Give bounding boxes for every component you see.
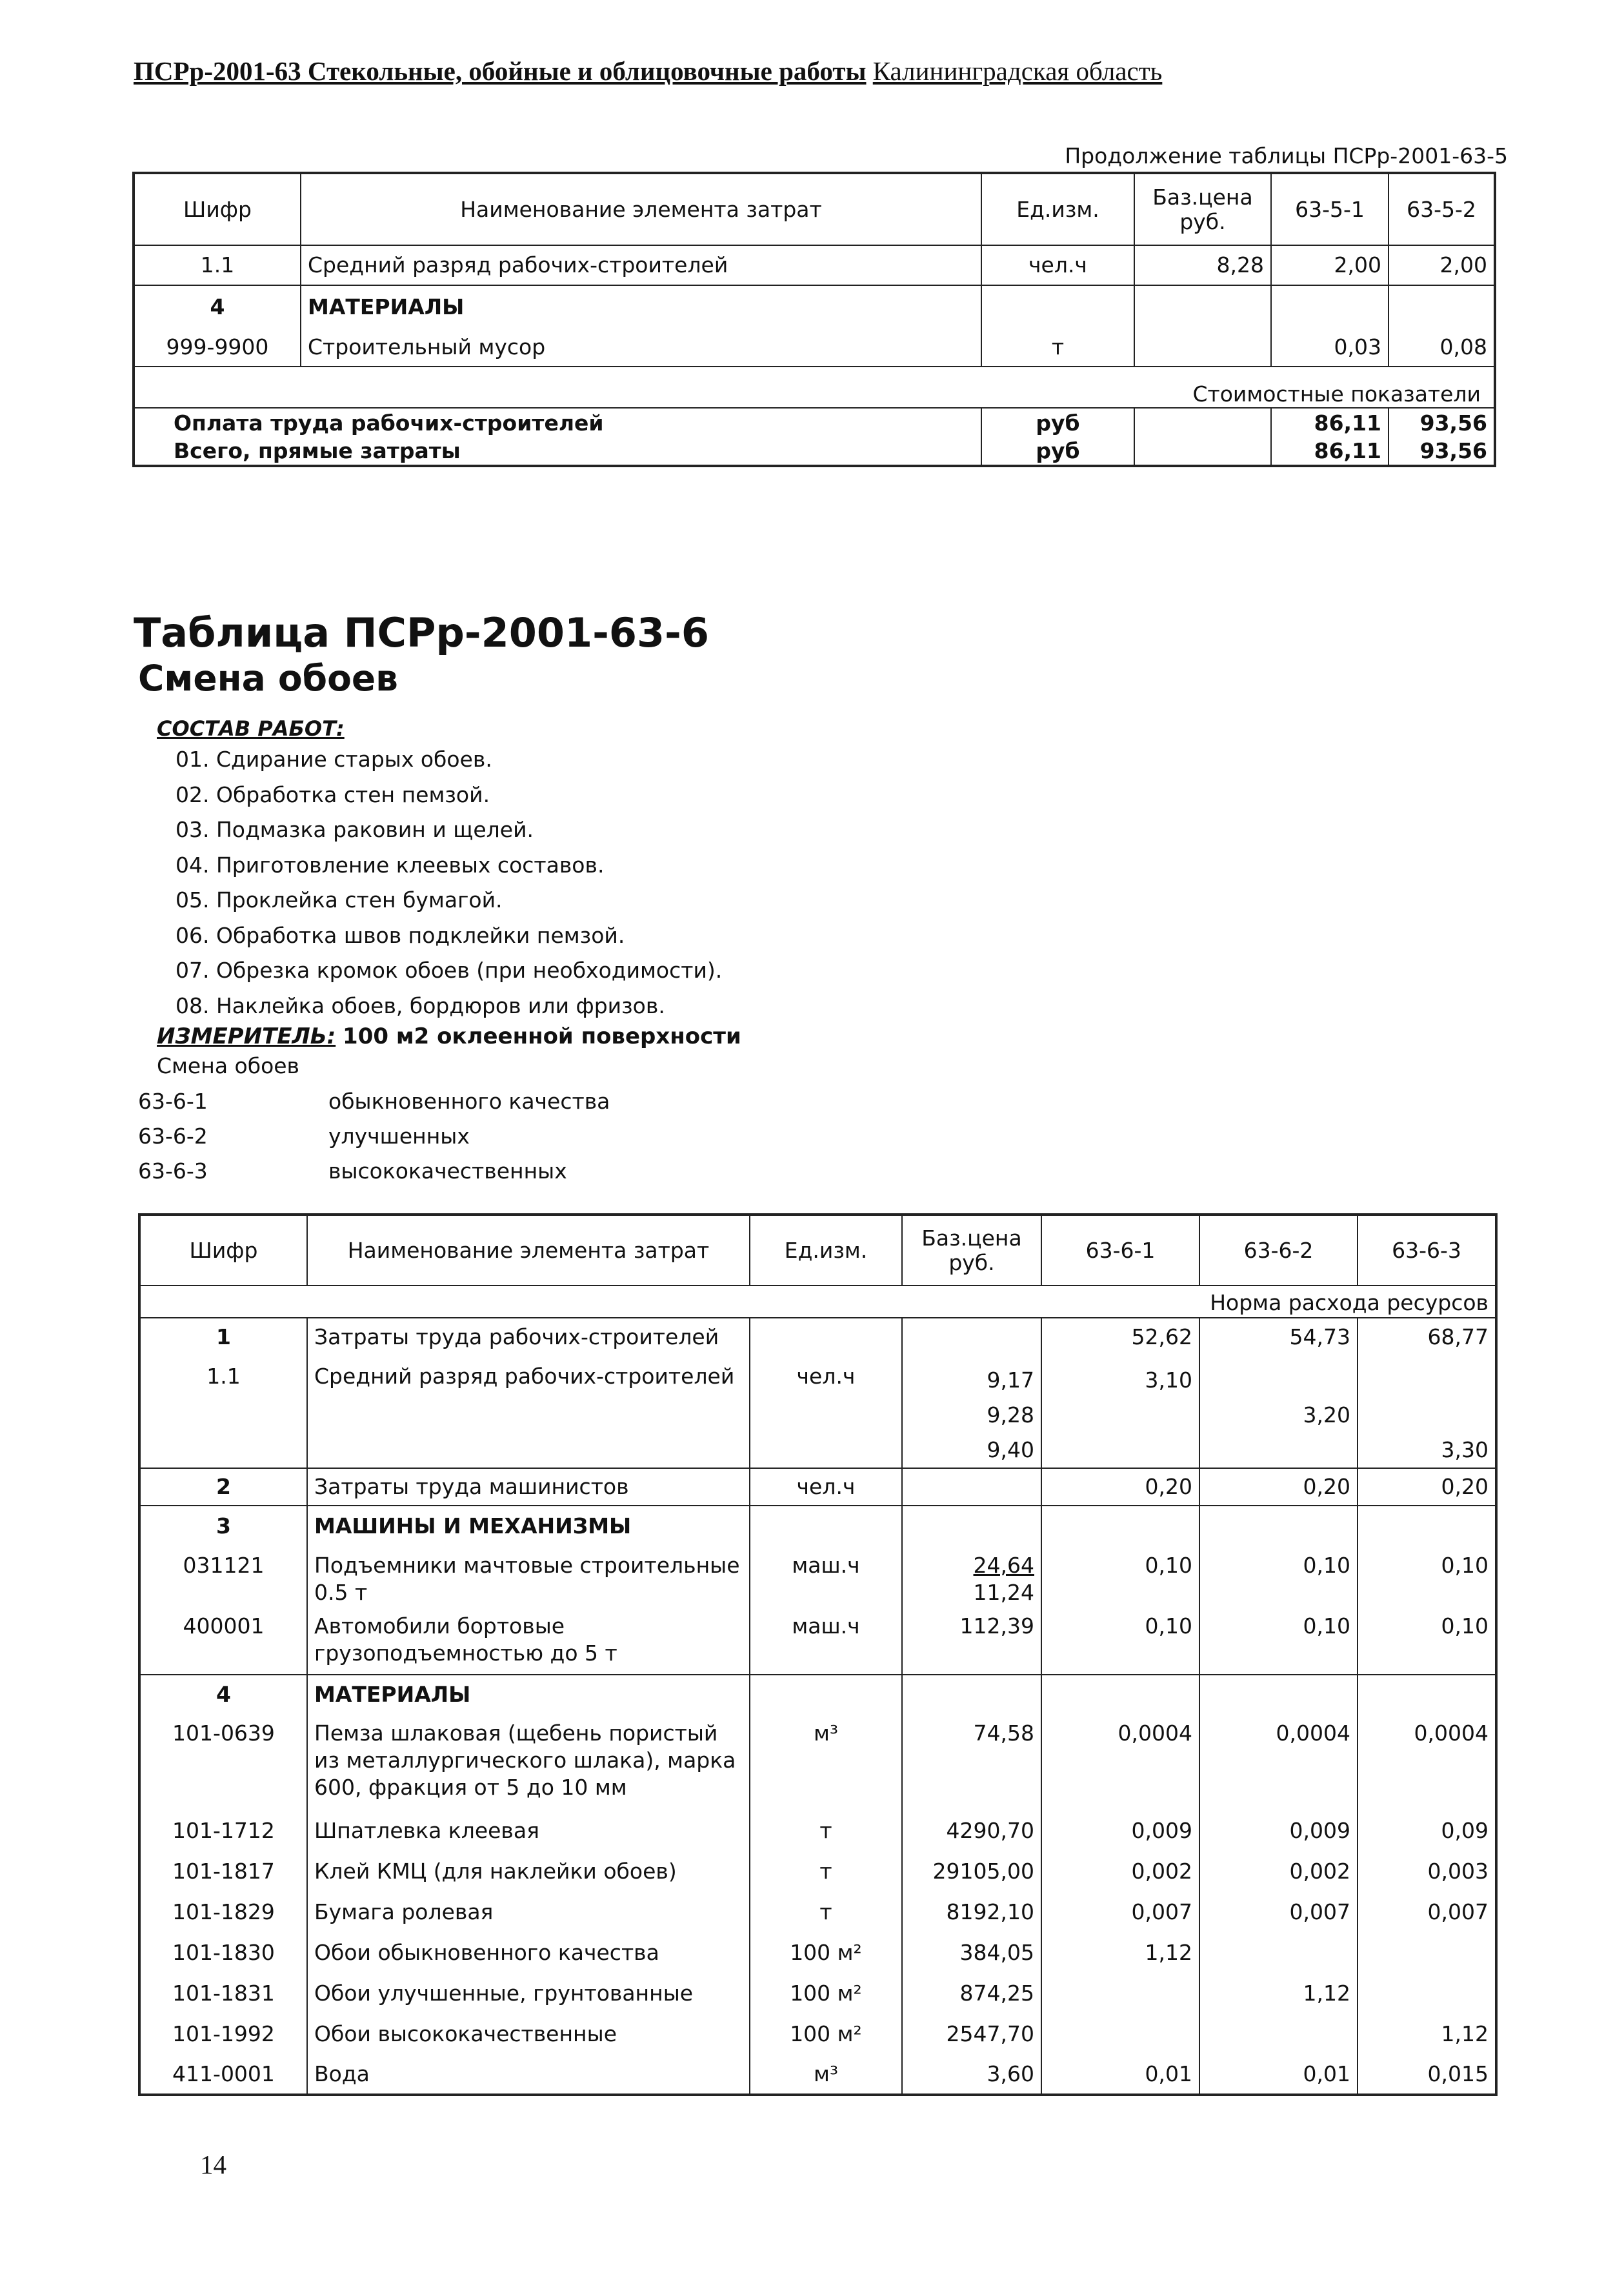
col-unit: Ед.изм. — [981, 173, 1134, 245]
col-variant-1: 63-5-1 — [1271, 173, 1388, 245]
list-item: 63-6-3 высококачественных — [138, 1158, 567, 1184]
cost-indicators-row: Стоимостные показатели — [134, 367, 1495, 408]
measure-label: ИЗМЕРИТЕЛЬ: — [157, 1024, 336, 1049]
table-header-row: Шифр Наименование элемента затрат Ед.изм. Баз.цена руб. 63-6-1 63-6-2 63-6-3 — [139, 1215, 1496, 1286]
list-item: 06. Обработка швов подклейки пемзой. — [175, 922, 625, 948]
table-row: 4 МАТЕРИАЛЫ — [139, 1675, 1496, 1713]
table-row: 411-0001 Вода м³ 3,60 0,01 0,01 0,015 — [139, 2054, 1496, 2095]
table-row: 2 Затраты труда машинистов чел.ч 0,20 0,20 0,20 — [139, 1468, 1496, 1506]
table-row: 101-1817 Клей КМЦ (для наклейки обоев) т 29105,00 0,002 0,002 0,003 — [139, 1851, 1496, 1892]
col-variant-2: 63-5-2 — [1388, 173, 1495, 245]
measure-line — [157, 1024, 741, 1049]
table-row: 101-1992 Обои высококачественные 100 м² 2547,70 1,12 — [139, 2013, 1496, 2054]
table-row: 101-1829 Бумага ролевая т 8192,10 0,007 0,007 0,007 — [139, 1892, 1496, 1932]
table-row: 1.1 Средний разряд рабочих-строителей чел.ч 8,28 2,00 2,00 — [134, 245, 1495, 285]
table-row: 101-1830 Обои обыкновенного качества 100 м² 384,05 1,12 — [139, 1932, 1496, 1973]
works-label: СОСТАВ РАБОТ: — [157, 716, 345, 741]
list-item: 03. Подмазка раковин и щелей. — [175, 817, 534, 842]
table-row: Оплата труда рабочих-строителей руб 86,11 93,56 — [134, 408, 1495, 438]
col-name: Наименование элемента затрат — [301, 173, 981, 245]
table1-caption: Продолжение таблицы ПСРр-2001-63-5 — [1065, 143, 1508, 168]
variants-list — [138, 1084, 610, 1189]
header-title: ПСРр-2001-63 Стекольные, обойные и облицовочные работы — [134, 56, 867, 86]
table-row: 1.1 Средний разряд рабочих-строителей чел.ч 9,17 9,28 9,40 3,10 3,20 3,30 — [139, 1355, 1496, 1468]
table-row: 031121 Подъемники мачтовые строительные 0.5 т маш.ч 24,64 11,24 0,10 0,10 0,10 — [139, 1546, 1496, 1610]
col-price: Баз.цена руб. — [1134, 173, 1271, 245]
col-code: Шифр — [134, 173, 301, 245]
page-number: 14 — [200, 2150, 226, 2179]
table-63-6 — [138, 1213, 1498, 2096]
list-item: 04. Приготовление клеевых составов. — [175, 852, 605, 878]
table-row: 999-9900 Строительный мусор т 0,03 0,08 — [134, 328, 1495, 367]
list-item: 63-6-2 улучшенных — [138, 1124, 470, 1149]
table-row: 101-1712 Шпатлевка клеевая т 4290,70 0,009 0,009 0,09 — [139, 1810, 1496, 1851]
works-list — [175, 742, 722, 1024]
table-row: 101-1831 Обои улучшенные, грунтованные 100 м² 874,25 1,12 — [139, 1973, 1496, 2013]
table-63-5-continuation — [132, 172, 1496, 467]
table-row: 1 Затраты труда рабочих-строителей 52,62 54,73 68,77 — [139, 1318, 1496, 1355]
table-row: 400001 Автомобили бортовые грузоподъемностью до 5 т маш.ч 112,39 0,10 0,10 0,10 — [139, 1610, 1496, 1675]
section-subtitle: Смена обоев — [138, 658, 398, 699]
table-row: 3 МАШИНЫ И МЕХАНИЗМЫ — [139, 1506, 1496, 1546]
norm-row: Норма расхода ресурсов — [139, 1286, 1496, 1318]
table-row: 101-0639 Пемза шлаковая (щебень пористый из металлургического шлака), марка 600, фракция от 5 до 10 мм м³ 74,58 0,0004 0,0004 0,0004 — [139, 1713, 1496, 1810]
section-title: Таблица ПСРр-2001-63-6 — [134, 609, 710, 656]
list-item: 01. Сдирание старых обоев. — [175, 747, 492, 772]
header-region: Калининградская область — [872, 56, 1163, 86]
table-row: Всего, прямые затраты руб 86,11 93,56 — [134, 438, 1495, 466]
list-item: 63-6-1 обыкновенного качества — [138, 1089, 610, 1114]
list-item: 05. Проклейка стен бумагой. — [175, 887, 503, 913]
list-item: 08. Наклейка обоев, бордюров или фризов. — [175, 993, 665, 1018]
measure-value: 100 м2 оклеенной поверхности — [343, 1024, 741, 1049]
table-header-row — [134, 173, 1495, 245]
page-header — [134, 58, 1162, 85]
table-row: 4 МАТЕРИАЛЫ — [134, 285, 1495, 328]
list-item: 02. Обработка стен пемзой. — [175, 782, 490, 807]
variants-heading: Смена обоев — [157, 1053, 300, 1078]
list-item: 07. Обрезка кромок обоев (при необходимости). — [175, 958, 723, 983]
